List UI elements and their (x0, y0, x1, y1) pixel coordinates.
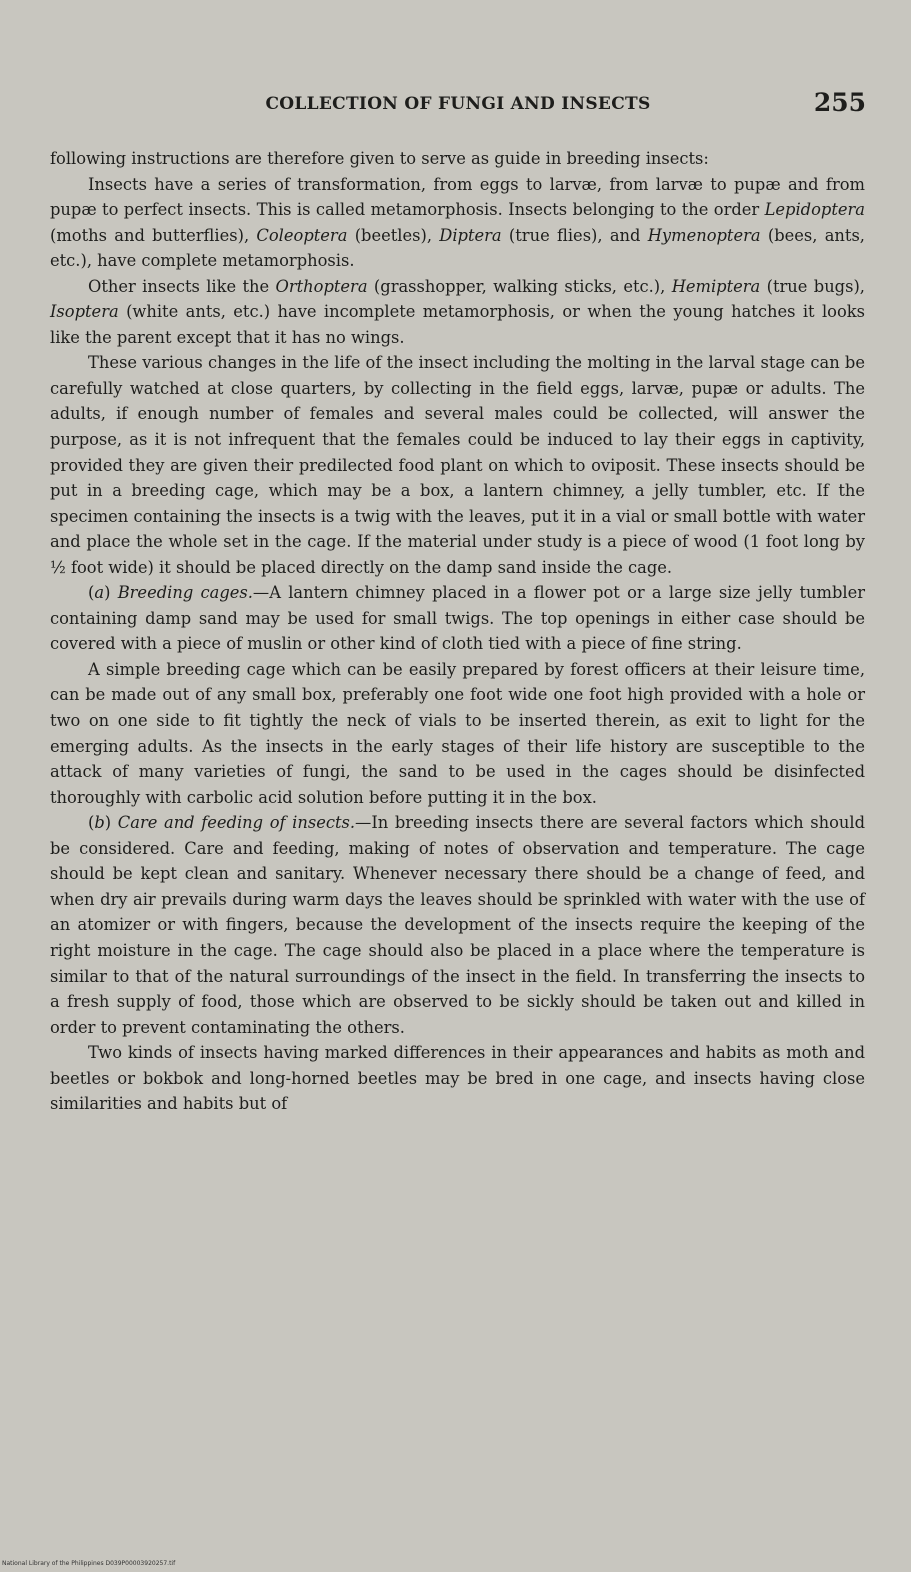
text-run: ( (88, 813, 95, 833)
text-run: following instructions are therefore given to serve as guide in breeding insects: (50, 149, 709, 168)
text-run: ( (88, 583, 95, 603)
body-text (50, 146, 865, 1117)
italic-term: Lepidoptera (764, 200, 865, 220)
paragraph (50, 274, 865, 351)
page-header (50, 88, 866, 128)
text-run: ) (104, 813, 118, 833)
text-run: (true bugs), (760, 276, 865, 296)
text-run: (white ants, etc.) have incomplete metamorphosis, or when the young hatches it looks like the parent except that it has no wings. (50, 302, 865, 347)
paragraph (50, 810, 865, 1040)
text-run: Insects have a series of transformation, from eggs to larvæ, from larvæ to pupæ and from pupæ to perfect insects. This is called metamorphosis. Insects belonging to the order (50, 174, 865, 220)
text-run: (grasshopper, walking sticks, etc.), (367, 276, 672, 296)
text-run: Two kinds of insects having marked differences in their appearances and habits as moth and beetles or bokbok and long-horned beetles may be bred in one cage, and insects having close similarities and habits but of (50, 1043, 865, 1114)
paragraph (50, 172, 865, 274)
text-run: —In breeding insects there are several factors which should be considered. Care and feeding, making of notes of observation and temperature. The cage should be kept clean and sanitary. Whenever necessary there should be a change of feed, and when dry air prevails during warm days the leaves should be sprinkled with water with the use of an atomizer or with fingers, because the development of the insects require the keeping of the right moisture in the cage. The cage should also be placed in a place where the temperature is similar to that of the natural surroundings of the insect in the field. In transferring the insects to a fresh supply of food, those which are observed to be sickly should be taken out and killed in order to prevent contaminating the others. (50, 813, 866, 1037)
text-run: (bees, ants, etc.), have complete metamorphosis. (50, 225, 865, 271)
text-run: These various changes in the life of the insect including the molting in the larval stage can be carefully watched at close quarters, by collecting in the field eggs, larvæ, pupæ or adults. The adults, if enough number of females and several males could be collected, will answer the purpose, as it is not infrequent that the females could be induced to lay their eggs in captivity, provided they are given their predilected food plant on which to oviposit. These insects should be put in a breeding cage, which may be a box, a lantern chimney, a jelly tumbler, etc. If the specimen containing the insects is a twig with the leaves, put it in a vial or small bottle with water and place the whole set in the cage. If the material under study is a piece of wood (1 foot long by ½ foot wide) it should be placed directly on the damp sand inside the cage. (50, 353, 865, 577)
paragraph (50, 580, 865, 657)
text-run: ) (104, 583, 118, 603)
italic-term: Care and feeding of insects. (117, 813, 356, 833)
text-run: (beetles), (347, 225, 440, 245)
italic-term: a (94, 583, 105, 603)
italic-term: Hemiptera (671, 276, 761, 296)
italic-term: Diptera (439, 225, 502, 245)
page-number: 255 (813, 88, 866, 117)
italic-term: Coleoptera (256, 225, 348, 245)
text-run: A simple breeding cage which can be easily prepared by forest officers at their leisure time, can be made out of any small box, preferably one foot wide one foot high provided with a hole or two on one side to fit tightly the neck of vials to be inserted therein, as exit to light for the emerging adults. As the insects in the early stages of their life history are susceptible to the attack of many varieties of fungi, the sand to be used in the cages should be disinfected thoroughly with carbolic acid solution before putting it in the box. (50, 659, 865, 807)
paragraph (50, 350, 865, 580)
running-head: COLLECTION OF FUNGI AND INSECTS (265, 94, 651, 114)
paragraph (50, 657, 865, 810)
text-run: Other insects like the (88, 276, 276, 296)
text-run: (moths and butterflies), (50, 225, 257, 245)
italic-term: Hymenoptera (647, 225, 761, 245)
italic-term: Breeding cages. (117, 583, 253, 603)
text-run: (true flies), and (501, 225, 648, 245)
text-run: —A lantern chimney placed in a flower pot or a large size jelly tumbler containing damp sand may be used for small twigs. The top openings in either case should be covered with a piece of muslin or other kind of cloth tied with a piece of fine string. (50, 583, 865, 654)
paragraph (50, 146, 865, 172)
paragraph (50, 1040, 865, 1117)
italic-term: b (94, 813, 105, 833)
italic-term: Isoptera (50, 302, 119, 322)
italic-term: Orthoptera (275, 276, 368, 296)
scan-footer: National Library of the Philippines D039P00003920257.tif (2, 1560, 176, 1567)
